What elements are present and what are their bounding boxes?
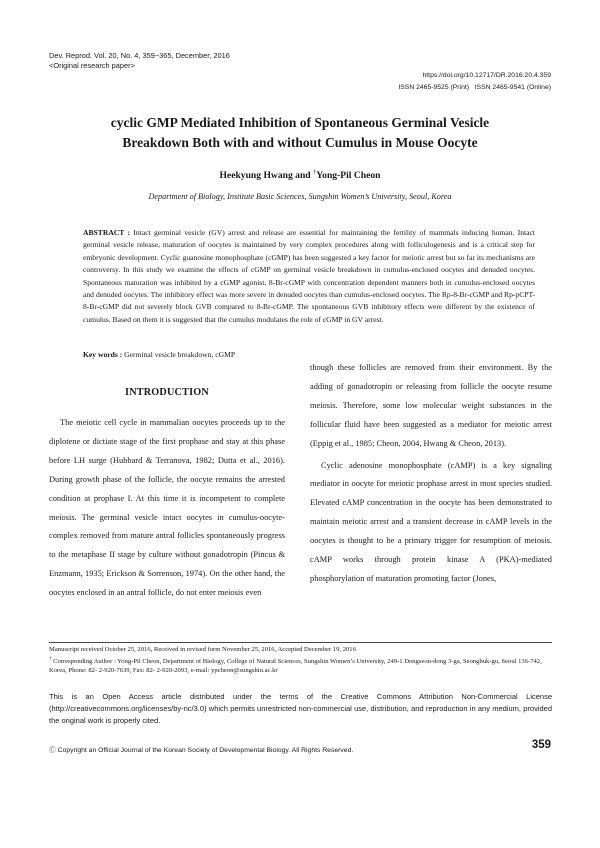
footnote-divider — [49, 642, 552, 643]
page-number: 359 — [531, 739, 551, 751]
intro-paragraph-1-continued: though these follicles are removed from their environment. By the adding of gonadotropin or releasing from follicle the oocyte resume meiosis. Therefore, some low molecular weight substances in the follicular fluid have been suggested as a mediator for meiotic arrest (Eppig et al., 1985; Cheon, 2004, Hwang & Cheon, 2013). — [310, 363, 552, 448]
doi-block — [398, 70, 551, 94]
title-line-2: Breakdown Both with and without Cumulus in Mouse Oocyte — [122, 134, 478, 150]
license-notice: This is an Open Access article distributed under the terms of the Creative Commons Attribution Non-Commercial License (http://creativecommons.org/licenses/by-nc/3.0) which permits unrestricted non-commercial use, distribution, and reproduction in any medium, provided the original work is properly cited. — [49, 692, 552, 725]
author-1: Heekyung Hwang and — [219, 170, 314, 182]
journal-header — [49, 51, 230, 71]
intro-paragraph-2: Cyclic adenosine monophosphate (cAMP) is a key signaling mediator in oocyte for meiotic prophase arrest in most species studied. Elevated cAMP concentration in the oocyte has been demonstrated to maintain meiotic arrest and a transient decrease in cAMP levels in the oocytes is thought to be a primary trigger for resumption of meiosis. cAMP works through protein kinase A (PKA)-mediated phosphorylation of maturation promoting factor (Jones, — [310, 460, 552, 583]
abstract-text: Intact germinal vesicle (GV) arrest and release are essential for maintaining the fertility of mammals inducing human. Intact germinal vesicle release, maturation of oocytes is maintained by very complex procedures along with folliculogenesis and is a critical step for embryonic development. Cyclic guanosine monophosphate (cGMP) has been suggested a key factor for meiotic arrest but so far its mechanisms are controversy. In this study we examine the effects of cGMP on germinal vesicle breakdown in cumulus-enclosed oocytes and denuded oocytes. Spontaneous maturation was inhibited by a cGMP agonist, 8-Br-cGMP with concentration dependent manners both in cumulus-enclosed oocytes and denuded oocytes. The inhibitory effect was more severe in denuded oocytes than cumulus-enclosed oocytes. The Rp-8-Br-cGMP and Rp-pCPT-8-Br-cGMP did not severely block GVB compared to 8-Br-cGMP. The spontaneous GVB inhibitory effects were different by the existence of cumulus. Based on them it is suggested that the cumulus modulates the role of cGMP in GV arrest. — [83, 228, 536, 324]
keywords-text: Germinal vesicle breakdown, cGMP — [124, 350, 236, 359]
author-list — [40, 169, 560, 181]
abstract-label: ABSTRACT : — [83, 228, 131, 237]
journal-citation: Dev. Reprod. Vol. 20, No. 4, 359~365, December, 2016 — [49, 51, 230, 60]
keywords-label: Key words : — [83, 350, 123, 359]
issn: ISSN 2465-9525 (Print) ISSN 2465-9541 (Online) — [398, 84, 551, 91]
dagger-mark: † — [49, 656, 52, 662]
intro-paragraph-1: The meiotic cell cycle in mammalian oocytes proceeds up to the diplotene or dictiate stage of the first prophase and stay at this phase before LH surge (Hubbard & Terranova, 1982; Dutta et al., 2016). During growth phase of the follicle, the oocyte remains the arrested condition at prophase I. At this time it is incompetent to complete meiosis. The germinal vesicle intact oocytes in cumulus-oocyte-complex removed from mature antral follicles spontaneously progress to the metaphase II stage by culture without gonadotropin (Pincus & Enzmann, 1935; Erickson & Sorrenson, 1974). On the other hand, the oocytes enclosed in an antral follicle, do not enter meiosis even — [49, 418, 285, 598]
title-line-1: cyclic GMP Mediated Inhibition of Spontaneous Germinal Vesicle — [110, 115, 490, 130]
corresponding-mark: † — [313, 169, 317, 176]
copyright-notice: Ⓒ Copyright an Official Journal of the Korean Society of Developmental Biology. All Rights Reserved. — [49, 747, 354, 754]
right-column — [310, 359, 552, 589]
section-heading-introduction: INTRODUCTION — [125, 387, 209, 398]
corresponding-author-note — [49, 655, 552, 676]
footnotes — [49, 645, 552, 676]
affiliation: Department of Biology, Institute Basic Sciences, Sungshin Women’s University, Seoul, Korea — [148, 192, 452, 201]
abstract — [83, 227, 535, 326]
paper-type: <Original research paper> — [49, 61, 135, 70]
left-column — [49, 414, 285, 603]
manuscript-dates: Manuscript received October 25, 2016, Received in revised form November 25, 2016, Accepted December 19, 2016 — [49, 646, 356, 653]
corresponding-author-text: Corresponding Author : Yong-Pil Cheon, Department of Biology, College of Natural Sciences, Sungshin Women’s University, 249-1 Dongseon-dong 3-ga, Seongbuk-gu, Seoul 136-742, Korea, Phone: 82- 2-920-7639, Fax: 82- 2-920-2093, e-mail: ypcheon@sungshin.ac.kr — [49, 657, 542, 675]
paper-title — [40, 113, 560, 152]
doi-link[interactable]: https://doi.org/10.12717/DR.2016.20.4.359 — [422, 72, 551, 79]
author-2: Yong-Pil Cheon — [316, 170, 381, 182]
